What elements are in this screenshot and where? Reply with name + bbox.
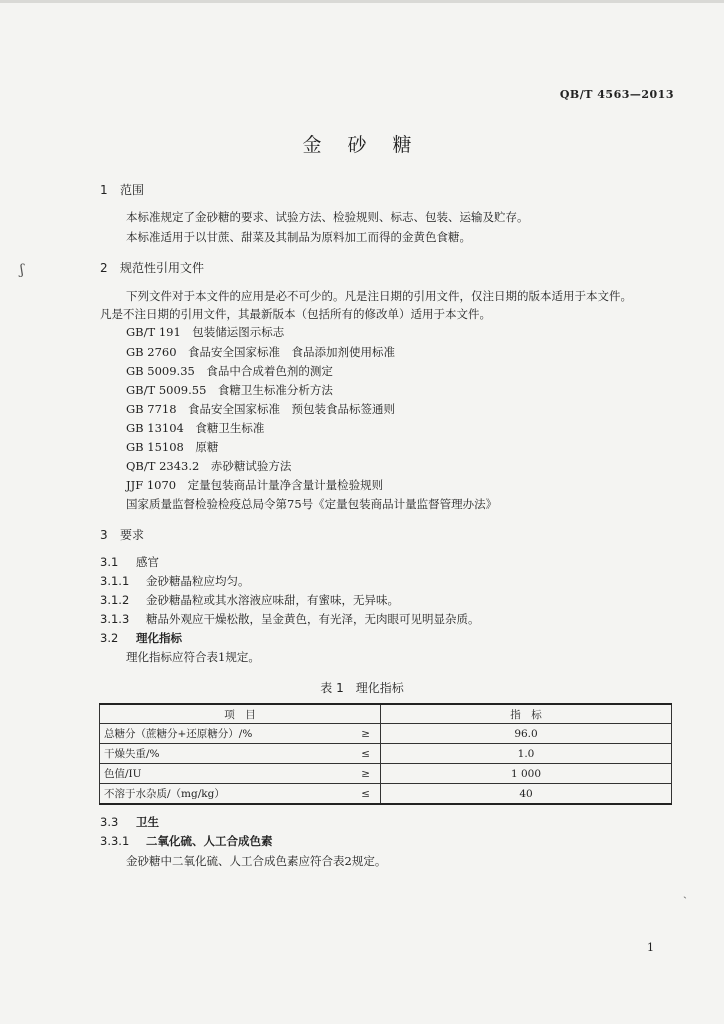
reference-item: GB 5009.35 食品中合成着色剂的测定 xyxy=(126,364,333,378)
reference-item: GB/T 191 包装储运图示标志 xyxy=(126,325,285,339)
section-number: 3 xyxy=(100,528,108,542)
table-header-row xyxy=(100,704,672,724)
clause-number: 3.1.2 xyxy=(100,593,130,607)
row-value: 1 000 xyxy=(381,764,672,784)
clause-3-1-1 xyxy=(100,573,250,589)
section-title: 范围 xyxy=(120,183,145,197)
section-title: 规范性引用文件 xyxy=(120,261,205,275)
document-title: 金 砂 糖 xyxy=(302,134,422,156)
subsection-title: 卫生 xyxy=(136,815,159,829)
clause-3-3-1-text: 金砂糖中二氧化硫、人工合成色素应符合表2规定。 xyxy=(126,854,387,868)
section-1-heading xyxy=(100,181,144,198)
clause-number: 3.1.3 xyxy=(100,612,130,626)
scan-mark: ˎ xyxy=(683,885,687,899)
section-1-para-2: 本标准适用于以甘蔗、甜菜及其制品为原料加工而得的金黄色食糖。 xyxy=(126,230,471,244)
reference-item: JJF 1070 定量包装商品计量净含量计量检验规则 xyxy=(126,478,384,492)
clause-number: 3.3.1 xyxy=(100,834,130,848)
subsection-3-1 xyxy=(100,554,159,570)
subsection-number: 3.1 xyxy=(100,555,119,569)
row-item: 不溶于水杂质/（mg/kg） xyxy=(100,784,352,805)
table-row xyxy=(100,764,672,784)
subsection-title: 感官 xyxy=(136,555,159,569)
subsection-number: 3.3 xyxy=(100,815,119,829)
section-2-intro-line-2: 凡是不注日期的引用文件，其最新版本（包括所有的修改单）适用于本文件。 xyxy=(100,307,491,321)
reference-item: GB/T 5009.55 食糖卫生标准分析方法 xyxy=(126,383,333,397)
table-row xyxy=(100,724,672,744)
subsection-3-2-text: 理化指标应符合表1规定。 xyxy=(126,650,260,664)
row-item: 总糖分（蔗糖分+还原糖分）/% xyxy=(100,724,352,744)
reference-item: QB/T 2343.2 赤砂糖试验方法 xyxy=(126,459,292,473)
row-operator: ≥ xyxy=(351,724,380,744)
standard-code: QB/T 4563—2013 xyxy=(559,88,674,101)
row-item: 干燥失重/% xyxy=(100,744,352,764)
page-number: 1 xyxy=(647,941,654,954)
subsection-title: 理化指标 xyxy=(136,631,182,645)
subsection-3-2 xyxy=(100,630,182,646)
row-operator: ≤ xyxy=(351,744,380,764)
clause-text: 糖品外观应干燥松散，呈金黄色，有光泽，无肉眼可见明显杂质。 xyxy=(146,612,480,626)
section-2-heading xyxy=(100,259,204,276)
scan-edge xyxy=(0,0,724,3)
section-number: 1 xyxy=(100,183,108,197)
reference-item: GB 7718 食品安全国家标准 预包装食品标签通则 xyxy=(126,402,396,416)
row-item: 色值/IU xyxy=(100,764,352,784)
clause-text: 金砂糖晶粒或其水溶液应味甜，有蜜味，无异味。 xyxy=(146,593,399,607)
row-value: 40 xyxy=(381,784,672,805)
clause-title: 二氧化硫、人工合成色素 xyxy=(146,834,273,848)
section-2-intro-line-1: 下列文件对于本文件的应用是必不可少的。凡是注日期的引用文件，仅注日期的版本适用于本文件。 xyxy=(126,289,632,303)
row-value: 1.0 xyxy=(381,744,672,764)
clause-3-1-3 xyxy=(100,611,480,627)
section-title: 要求 xyxy=(120,528,145,542)
scan-mark: ʃ xyxy=(20,262,24,278)
reference-item: GB 13104 食糖卫生标准 xyxy=(126,421,265,435)
clause-text: 金砂糖晶粒应均匀。 xyxy=(146,574,250,588)
reference-item: GB 15108 原糖 xyxy=(126,440,219,454)
section-number: 2 xyxy=(100,261,108,275)
clause-number: 3.1.1 xyxy=(100,574,130,588)
clause-3-3-1 xyxy=(100,833,273,849)
reference-item: 国家质量监督检验检疫总局令第75号《定量包装商品计量监督管理办法》 xyxy=(126,497,498,511)
table-row xyxy=(100,744,672,764)
subsection-number: 3.2 xyxy=(100,631,119,645)
row-operator: ≤ xyxy=(351,784,380,805)
section-1-para-1: 本标准规定了金砂糖的要求、试验方法、检验规则、标志、包装、运输及贮存。 xyxy=(126,210,529,224)
row-operator: ≥ xyxy=(351,764,380,784)
reference-item: GB 2760 食品安全国家标准 食品添加剂使用标准 xyxy=(126,345,396,359)
row-value: 96.0 xyxy=(381,724,672,744)
table-1 xyxy=(99,703,672,805)
section-3-heading xyxy=(100,526,144,543)
table-row xyxy=(100,784,672,805)
subsection-3-3 xyxy=(100,814,159,830)
header-value: 指 标 xyxy=(381,704,672,724)
clause-3-1-2 xyxy=(100,592,399,608)
table-1-caption: 表 1 理化指标 xyxy=(320,681,404,695)
header-item: 项 目 xyxy=(100,704,381,724)
